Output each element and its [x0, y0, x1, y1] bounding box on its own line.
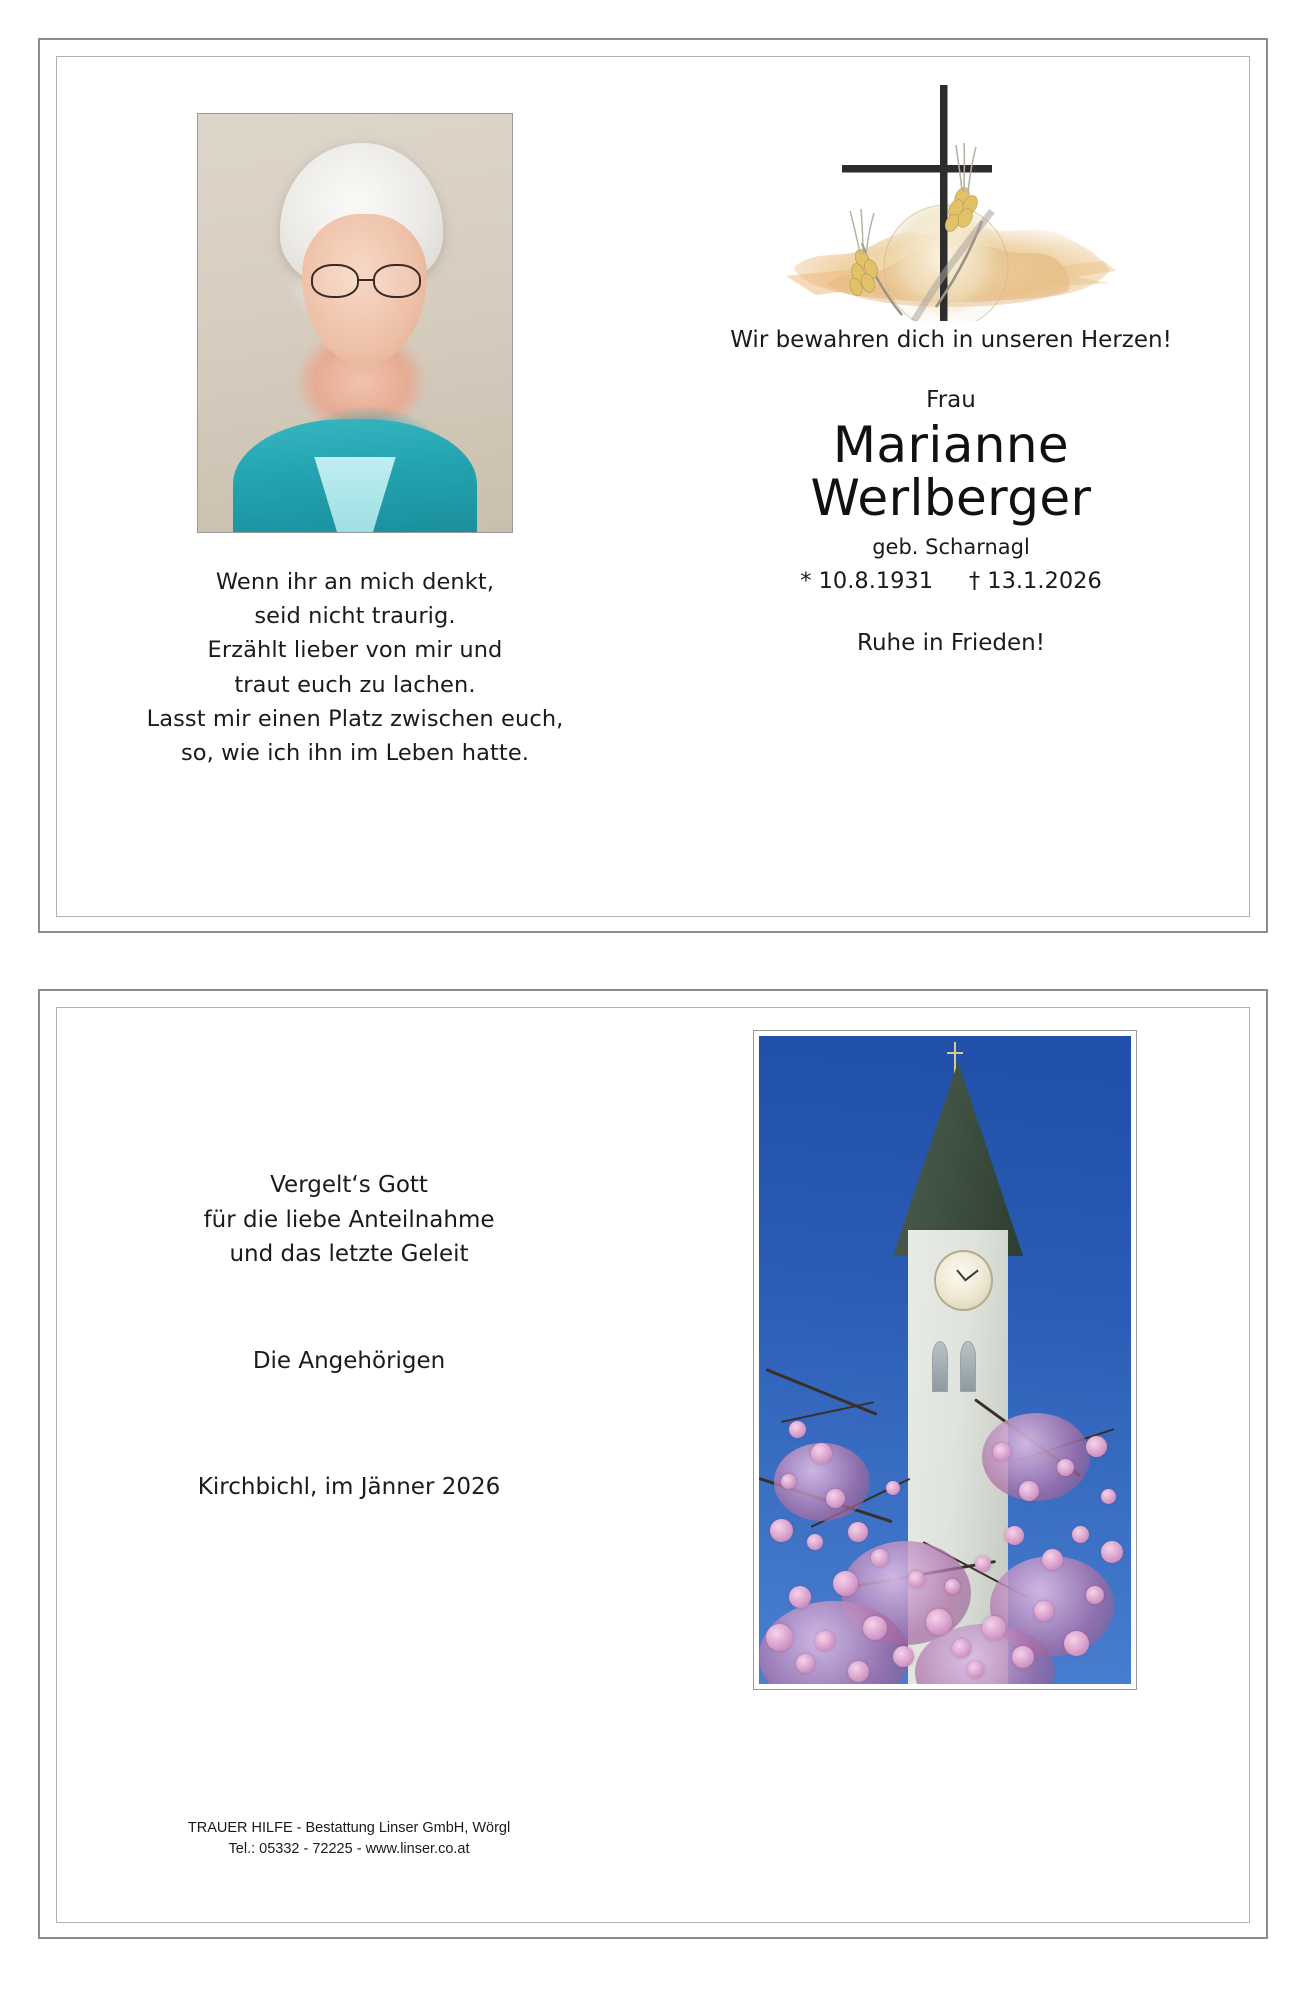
church-image: [759, 1036, 1131, 1684]
deceased-name: [810, 416, 1092, 527]
poem-line: seid nicht traurig.: [254, 603, 456, 630]
maiden-name: geb. Scharnagl: [872, 535, 1030, 559]
funeral-home-imprint: [57, 1818, 641, 1860]
front-right-column: [653, 57, 1249, 916]
front-left-column: [57, 57, 653, 916]
back-left-column: [57, 1008, 641, 1922]
keepsake-line: Wir bewahren dich in unseren Herzen!: [730, 327, 1172, 353]
closing-line: Ruhe in Frieden!: [857, 630, 1045, 656]
poem-line: traut euch zu lachen.: [234, 671, 476, 698]
card-back-inner-border: [56, 1007, 1250, 1923]
life-dates: * 10.8.1931 † 13.1.2026: [800, 568, 1102, 594]
poem-line: Erzählt lieber von mir und: [207, 637, 503, 664]
church-tower-photo: [753, 1030, 1137, 1690]
salutation: Frau: [926, 387, 976, 413]
thanks-line: Vergelt‘s Gott: [270, 1172, 428, 1198]
first-name: Marianne: [832, 416, 1070, 474]
thanks-line: für die liebe Anteilnahme: [203, 1206, 495, 1233]
portrait-photo: [197, 113, 513, 533]
imprint-company: TRAUER HILFE - Bestattung Linser GmbH, Wörgl: [187, 1819, 511, 1836]
place-and-date: Kirchbichl, im Jänner 2026: [197, 1473, 501, 1500]
memorial-card-front: [38, 38, 1268, 933]
tower-clock-icon: [934, 1250, 994, 1311]
portrait-image: [198, 114, 512, 532]
signature-line: Die Angehörigen: [252, 1347, 446, 1374]
glasses-icon: [311, 264, 421, 297]
cross-with-wheat-icon: [786, 71, 1116, 321]
card-front-inner-border: [56, 56, 1250, 917]
last-name: Werlberger: [810, 469, 1092, 527]
blossom-branches: [759, 1308, 1131, 1684]
imprint-contact: Tel.: 05332 - 72225 - www.linser.co.at: [228, 1840, 470, 1857]
poem-line: Wenn ihr an mich denkt,: [215, 569, 495, 595]
poem-line: Lasst mir einen Platz zwischen euch,: [146, 705, 564, 732]
back-right-column: [641, 1008, 1249, 1922]
poem-line: so, wie ich ihn im Leben hatte.: [180, 739, 530, 766]
steeple-spire: [893, 1062, 1023, 1256]
memorial-poem: [147, 565, 564, 770]
thank-you-text: [204, 1168, 495, 1272]
thanks-line: und das letzte Geleit: [229, 1241, 469, 1267]
memorial-card-back: [38, 989, 1268, 1939]
